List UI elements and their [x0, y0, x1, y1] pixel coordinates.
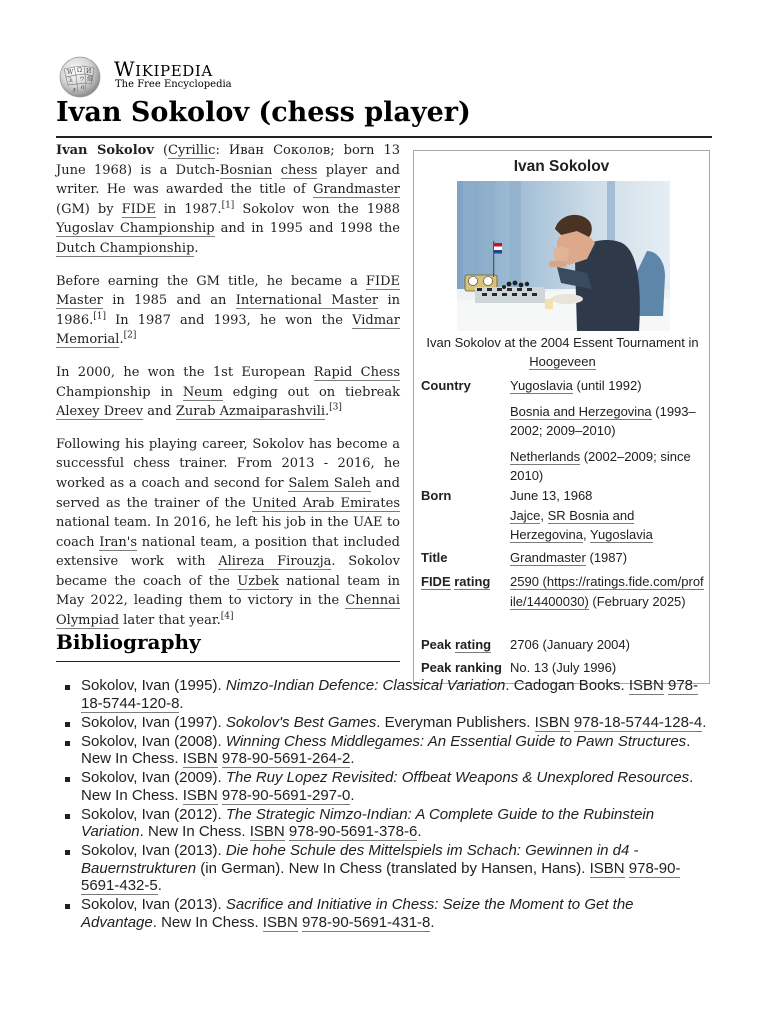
ref-2[interactable]: [2] [123, 331, 137, 342]
bibliography-item: Sokolov, Ivan (1997). Sokolov's Best Games. Everyman Publishers. ISBN 978-18-5744-128-4. [56, 714, 712, 732]
value-fide-rating: 2590 (https://ratings.fide.com/profile/14400030) (February 2025) [510, 574, 704, 609]
link-hoogeveen[interactable]: Hoogeveen [529, 354, 596, 369]
svg-text:W: W [67, 69, 74, 76]
link-yugoslav-championship[interactable]: Yugoslav Championship [56, 221, 215, 237]
svg-text:λ: λ [69, 77, 73, 84]
svg-text:Ω: Ω [77, 67, 82, 74]
wikipedia-globe-icon[interactable] [56, 54, 104, 98]
link-zurab-azmaiparashvili[interactable]: Zurab Azmaiparashvili [175, 404, 326, 420]
label-born: Born [421, 488, 452, 503]
ref-4[interactable]: [4] [220, 611, 234, 622]
photo-caption: Ivan Sokolov at the 2004 Essent Tournament in Hoogeveen [426, 335, 699, 369]
bibliography-item: Sokolov, Ivan (1995). Nimzo-Indian Defence: Classical Variation. Cadogan Books. ISBN 978-18-5744-120-8. [56, 677, 712, 712]
link-isbn[interactable]: ISBN [628, 677, 664, 694]
isbn-link[interactable]: 978-90-5691-264-2 [221, 750, 351, 767]
subject-name: Ivan Sokolov [56, 143, 154, 158]
svg-text:ი: ი [81, 84, 85, 91]
link-grandmaster[interactable]: Grandmaster [313, 182, 400, 198]
wikipedia-wordmark[interactable]: WIKIPEDIA [114, 57, 213, 81]
link-fide-master[interactable]: FIDE Master [56, 273, 400, 309]
link-chennai-olympiad[interactable]: Chennai Olympiad [56, 593, 400, 629]
country-entry: Netherlands (2002–2009; since 2010) [510, 448, 691, 483]
value-country [510, 376, 706, 492]
link-uzbek[interactable]: Uzbek [237, 573, 279, 589]
link-vidmar-memorial[interactable]: Vidmar Memorial [56, 312, 400, 348]
link-united-arab-emirates[interactable]: United Arab Emirates [251, 495, 401, 511]
wikipedia-tagline: The Free Encyclopedia [115, 79, 232, 90]
bibliography-item: Sokolov, Ivan (2013). Die hohe Schule des Mittelspiels im Schach: Gewinnen in d4 - Bauernstrukturen (in German). New In Chess (translated by Hansen, Hans). ISBN 978-90-5691-432-5. [56, 842, 712, 895]
link-alireza-firouzja[interactable]: Alireza Firouzja [218, 554, 332, 570]
link-isbn[interactable]: ISBN [182, 750, 218, 767]
link-isbn[interactable]: ISBN [534, 713, 570, 731]
link-yugoslavia-birthplace[interactable]: Yugoslavia [590, 527, 653, 542]
label-title: Title [421, 550, 448, 565]
value-born [510, 486, 706, 545]
value-peak-ranking: No. 13 (July 1996) [510, 660, 617, 675]
title-divider [56, 136, 712, 138]
site-header [56, 54, 356, 98]
bibliography-item: Sokolov, Ivan (2012). The Strategic Nimzo-Indian: A Complete Guide to the Rubinstein Variation. New In Chess. ISBN 978-90-5691-378-6. [56, 806, 712, 841]
bibliography-item: Sokolov, Ivan (2008). Winning Chess Middlegames: An Essential Guide to Pawn Structures. New In Chess. ISBN 978-90-5691-264-2. [56, 733, 712, 768]
link-fide-label[interactable]: FIDE [421, 574, 451, 589]
isbn-link[interactable]: 978-90-5691-297-0 [221, 786, 351, 804]
link-jajce[interactable]: Jajce [510, 507, 541, 523]
link-sr-bosnia-and-herzegovina[interactable]: SR Bosnia and Herzegovina [510, 507, 635, 542]
link-neum[interactable]: Neum [182, 384, 223, 400]
isbn-link[interactable]: 978-90-5691-378-6 [288, 823, 418, 840]
label-peak-ranking: Peak ranking [421, 660, 502, 675]
ref-1[interactable]: [1] [221, 200, 235, 211]
page-title: Ivan Sokolov (chess player) [56, 97, 471, 128]
bibliography-divider [56, 661, 400, 662]
svg-text:維: 維 [87, 76, 94, 83]
label-peak-rating: Peak rating [421, 637, 492, 652]
link-iran[interactable]: Iran's [99, 534, 138, 550]
bibliography-item: Sokolov, Ivan (2009). The Ruy Lopez Revisited: Offbeat Weapons & Unexplored Resources. New In Chess. ISBN 978-90-5691-297-0. [56, 769, 712, 804]
isbn-link[interactable]: 978-18-5744-120-8 [81, 677, 699, 712]
isbn-link[interactable]: 978-18-5744-128-4 [573, 713, 703, 731]
link-bosnia-and-herzegovina[interactable]: Bosnia and Herzegovina [510, 403, 652, 419]
isbn-link[interactable]: 978-90-5691-431-8 [301, 913, 431, 931]
link-rapid-chess[interactable]: Rapid Chess [313, 364, 400, 380]
svg-text:И: И [86, 68, 92, 75]
infobox-title: Ivan Sokolov [513, 158, 610, 175]
link-isbn[interactable]: ISBN [182, 786, 218, 804]
link-international-master[interactable]: International Master [235, 293, 379, 309]
link-grandmaster-title[interactable]: Grandmaster [510, 550, 586, 565]
link-isbn[interactable]: ISBN [249, 823, 285, 840]
label-country: Country [421, 378, 471, 393]
ref-1[interactable]: [1] [93, 311, 106, 322]
svg-text:ウ: ウ [79, 76, 86, 83]
link-rating-label[interactable]: rating [454, 574, 491, 589]
bibliography-item: Sokolov, Ivan (2013). Sacrifice and Initiative in Chess: Seize the Moment to Get the Advantage. New In Chess. ISBN 978-90-5691-431-8. [56, 896, 712, 931]
bibliography-list [56, 677, 712, 933]
link-netherlands[interactable]: Netherlands [510, 448, 581, 464]
link-isbn[interactable]: ISBN [589, 859, 625, 877]
value-peak-rating: 2706 (January 2004) [510, 637, 630, 652]
born-place: Jajce, SR Bosnia and Herzegovina, Yugoslavia [510, 507, 653, 542]
label-fide-rating [421, 572, 507, 592]
link-fide-profile[interactable]: 2590 (https://ratings.fide.com/profile/14400030) [510, 574, 704, 609]
paragraph-3: In 2000, he won the 1st European Rapid Chess Championship in Neum edging out on tiebreak Alexey Dreev and Zurab Azmaiparashvili.[3] [56, 364, 400, 420]
ref-3[interactable]: [3] [329, 402, 342, 413]
link-chess[interactable]: chess [280, 162, 318, 178]
country-entry: Bosnia and Herzegovina (1993–2002; 2009–2010) [510, 403, 696, 438]
born-date: June 13, 1968 [510, 488, 593, 503]
value-title: Grandmaster (1987) [510, 550, 628, 565]
link-fide[interactable]: FIDE [121, 201, 156, 217]
country-entry: Yugoslavia (until 1992) [510, 378, 642, 393]
paragraph-4: Following his playing career, Sokolov has become a successful chess trainer. From 2013 - 2016, he worked as a coach and second for Salem Saleh and served as the trainer of the United Arab Emirates national team. In 2016, he left his job in the UAE to coach Iran's national team, a position that included extensive work with Alireza Firouzja. Sokolov became the coach of the Uzbek national team in May 2022, leading them to victory in the Chennai Olympiad later that year.[4] [56, 436, 401, 629]
link-dutch-championship[interactable]: Dutch Championship [56, 240, 195, 256]
link-isbn[interactable]: ISBN [262, 913, 298, 931]
paragraph-1: Ivan Sokolov (Cyrillic: Иван Соколов; born 13 June 1968) is a Dutch-Bosnian chess player and writer. He was awarded the title of Grandmaster (GM) by FIDE in 1987.[1] Sokolov won the 1988 Yugoslav Championship and in 1995 and 1998 the Dutch Championship. [56, 143, 400, 256]
link-yugoslavia[interactable]: Yugoslavia [510, 378, 573, 393]
svg-text:ﻭ: ﻭ [73, 85, 76, 92]
link-bosnian[interactable]: Bosnian [219, 162, 273, 178]
link-cyrillic[interactable]: Cyrillic [168, 143, 216, 158]
bibliography-heading: Bibliography [56, 630, 201, 654]
link-alexey-dreev[interactable]: Alexey Dreev [56, 404, 144, 420]
paragraph-2: Before earning the GM title, he became a FIDE Master in 1985 and an International Master in 1986.[1] In 1987 and 1993, he won the Vidmar Memorial.[2] [56, 273, 401, 348]
link-peak-rating-label[interactable]: rating [455, 637, 492, 652]
link-salem-saleh[interactable]: Salem Saleh [288, 475, 371, 491]
player-photo[interactable] [457, 181, 670, 331]
infobox [413, 150, 710, 684]
isbn-link[interactable]: 978-90-5691-432-5 [81, 859, 681, 894]
article-body [56, 141, 400, 644]
